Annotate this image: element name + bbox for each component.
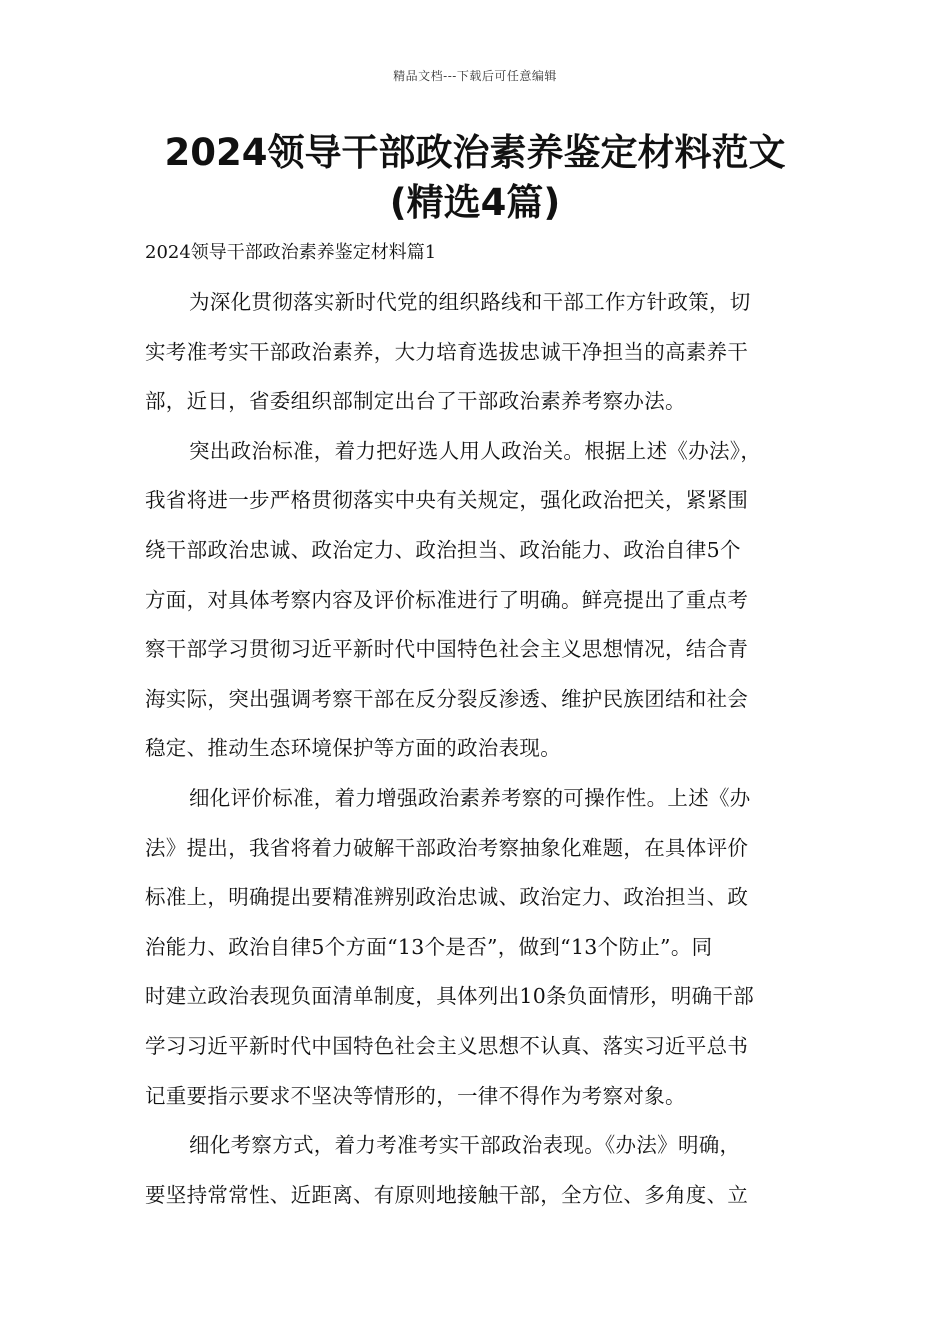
paragraph-line: 法》提出，我省将着力破解干部政治考察抽象化难题，在具体评价: [145, 835, 749, 860]
paragraph-2: [145, 427, 807, 774]
body-text: [145, 278, 807, 1220]
paragraph-line: 绕干部政治忠诚、政治定力、政治担当、政治能力、政治自律5个: [145, 537, 741, 562]
paragraph-line: 察干部学习贯彻习近平新时代中国特色社会主义思想情况，结合青: [145, 637, 749, 662]
paragraph-line: 细化评价标准，着力增强政治素养考察的可操作性。上述《办: [189, 785, 751, 810]
paragraph-line: 时建立政治表现负面清单制度，具体列出10条负面情形，明确干部: [145, 984, 755, 1009]
document-title: [100, 128, 850, 228]
paragraph-line: 突出政治标准，着力把好选人用人政治关。根据上述《办法》，: [189, 438, 762, 463]
paragraph-line: 稳定、推动生态环境保护等方面的政治表现。: [145, 736, 561, 761]
paragraph-line: 记重要指示要求不坚决等情形的，一律不得作为考察对象。: [145, 1083, 686, 1108]
paragraph-line: 部，近日，省委组织部制定出台了干部政治素养考察办法。: [145, 389, 686, 414]
paragraph-line: 细化考察方式，着力考准考实干部政治表现。《办法》明确，: [189, 1133, 741, 1158]
header-note: 精品文档---下载后可任意编辑: [393, 69, 557, 83]
paragraph-line: 治能力、政治自律5个方面“13个是否”，做到“13个防止”。同: [145, 934, 713, 959]
paragraph-line: 要坚持常常性、近距离、有原则地接触干部，全方位、多角度、立: [145, 1182, 749, 1207]
title-line-2: (精选4篇): [389, 181, 561, 224]
paragraph-3: [145, 774, 807, 1121]
paragraph-line: 标准上，明确提出要精准辨别政治忠诚、政治定力、政治担当、政: [145, 885, 749, 910]
paragraph-1: [145, 278, 807, 427]
section-heading: 2024领导干部政治素养鉴定材料篇1: [145, 242, 437, 263]
paragraph-line: 方面，对具体考察内容及评价标准进行了明确。鲜亮提出了重点考: [145, 587, 749, 612]
paragraph-4: [145, 1121, 807, 1220]
title-line-1: 2024领导干部政治素养鉴定材料范文: [164, 131, 786, 174]
paragraph-line: 学习习近平新时代中国特色社会主义思想不认真、落实习近平总书: [145, 1033, 749, 1058]
paragraph-line: 为深化贯彻落实新时代党的组织路线和干部工作方针政策，切: [189, 290, 751, 314]
paragraph-line: 海实际，突出强调考察干部在反分裂反渗透、维护民族团结和社会: [145, 686, 749, 711]
paragraph-line: 我省将进一步严格贯彻落实中央有关规定，强化政治把关，紧紧围: [145, 488, 749, 513]
paragraph-line: 实考准考实干部政治素养，大力培育选拔忠诚干净担当的高素养干: [145, 339, 749, 364]
